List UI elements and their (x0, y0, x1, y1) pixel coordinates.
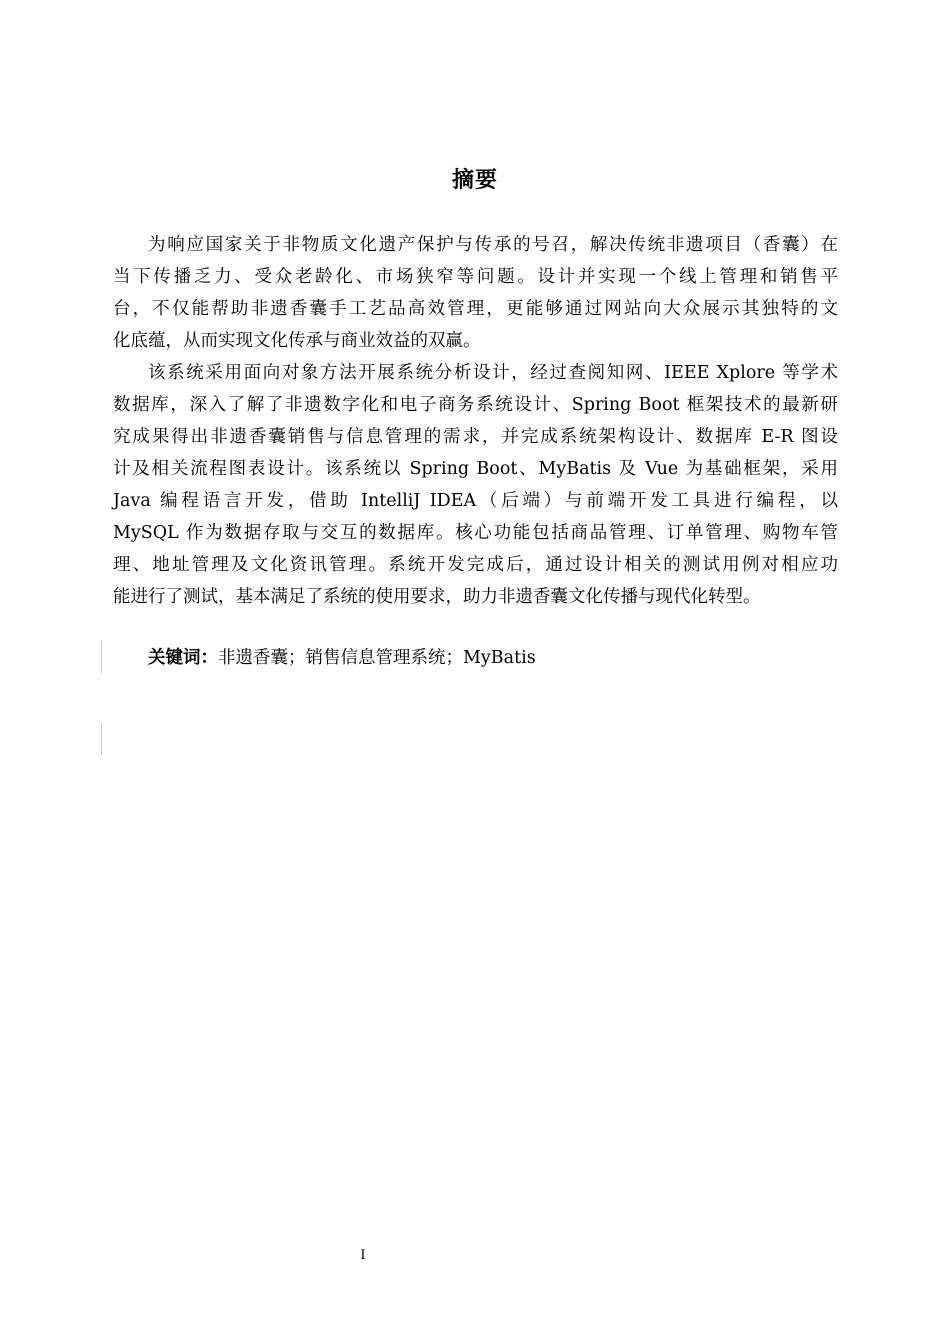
abstract-body (113, 229, 838, 613)
paragraph-line: 数据库，深入了解了非遗数字化和电子商务系统设计、Spring Boot 框架技术的最新研 (113, 395, 838, 415)
abstract-title: 摘要 (451, 168, 498, 193)
paragraph-line: 当下传播乏力、受众老龄化、市场狭窄等问题。设计并实现一个线上管理和销售平 (113, 267, 838, 287)
abstract-paragraph-2 (113, 357, 838, 613)
paragraph-line: MySQL 作为数据存取与交互的数据库。核心功能包括商品管理、订单管理、购物车管 (113, 523, 838, 543)
paragraph-line: 理、地址管理及文化资讯管理。系统开发完成后，通过设计相关的测试用例对相应功 (113, 555, 838, 575)
text-cursor-marker (101, 723, 102, 755)
paragraph-line: 究成果得出非遗香囊销售与信息管理的需求，并完成系统架构设计、数据库 E-R 图设 (113, 427, 838, 447)
paragraph-line: 计及相关流程图表设计。该系统以 Spring Boot、MyBatis 及 Vue 为基础框架，采用 (113, 459, 838, 479)
paragraph-line: 化底蕴，从而实现文化传承与商业效益的双赢。 (113, 331, 481, 351)
abstract-paragraph-1 (113, 229, 838, 357)
keywords-value: 非遗香囊；销售信息管理系统；MyBatis (218, 648, 536, 668)
keywords-line (148, 642, 536, 674)
text-cursor-marker (101, 641, 102, 673)
page-number: I (360, 1248, 366, 1263)
keywords-label: 关键词： (148, 648, 218, 668)
paragraph-line: 该系统采用面向对象方法开展系统分析设计，经过查阅知网、IEEE Xplore 等学术 (148, 363, 838, 383)
paragraph-line: 为响应国家关于非物质文化遗产保护与传承的号召，解决传统非遗项目（香囊）在 (148, 235, 838, 255)
paragraph-line: 台，不仅能帮助非遗香囊手工艺品高效管理，更能够通过网站向大众展示其独特的文 (113, 299, 838, 319)
paragraph-line: 能进行了测试，基本满足了系统的使用要求，助力非遗香囊文化传播与现代化转型。 (113, 587, 761, 607)
paragraph-line: Java 编程语言开发，借助 IntelliJ IDEA（后端）与前端开发工具进行编程，以 (113, 491, 838, 511)
